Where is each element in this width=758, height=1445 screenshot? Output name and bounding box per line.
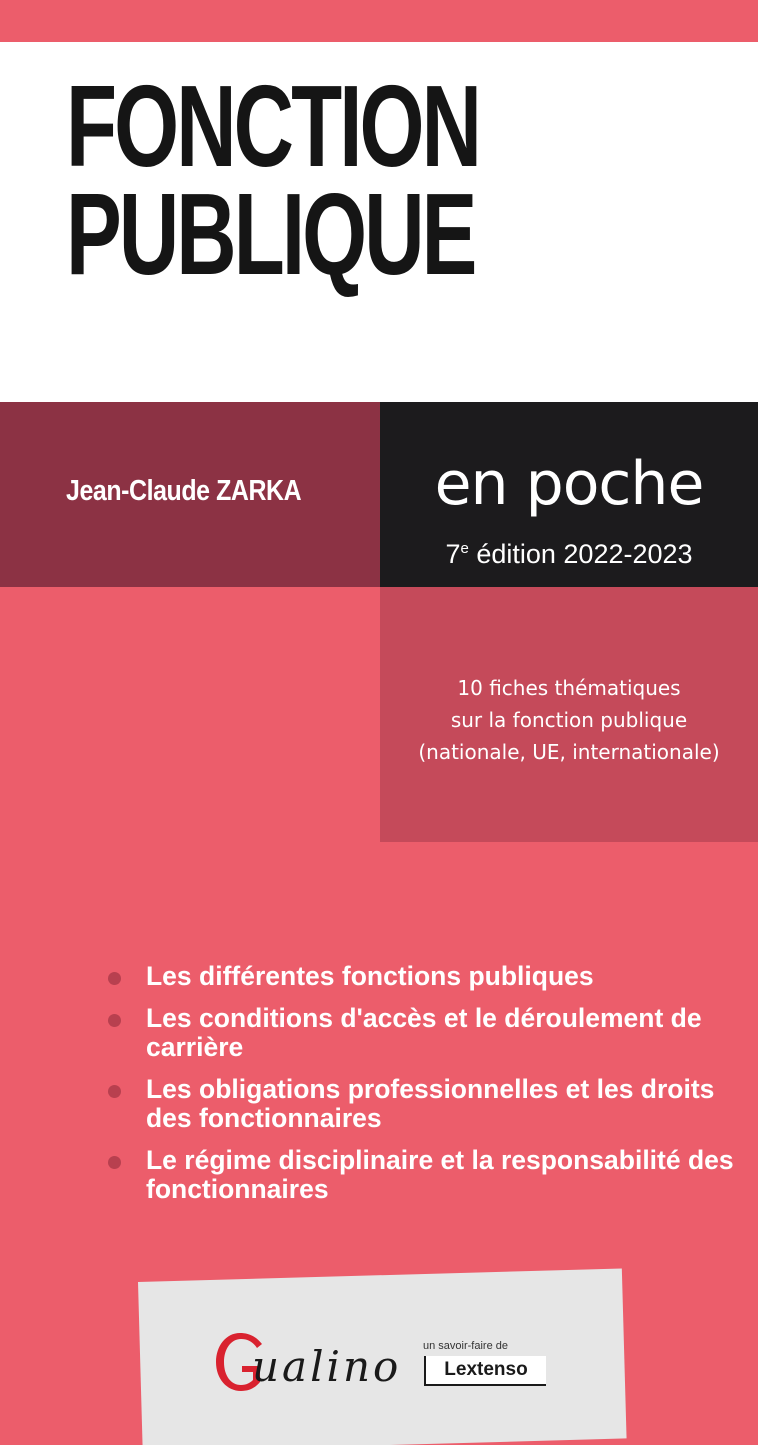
- top-band: [0, 0, 758, 42]
- fiches-panel: [380, 587, 758, 842]
- topic-item: [102, 1146, 752, 1204]
- bullet-dot-icon: [108, 972, 121, 985]
- topic-item: [102, 1004, 752, 1062]
- topic-text: Le régime disciplinaire et la responsabilité des fonctionnaires: [146, 1145, 734, 1204]
- bullet-dot-icon: [108, 1014, 121, 1027]
- topic-item: [102, 1075, 752, 1133]
- topics-list: [102, 962, 752, 1217]
- bullet-dot-icon: [108, 1156, 121, 1169]
- topic-text: Les conditions d'accès et le déroulement de carrière: [146, 1003, 702, 1062]
- lextenso-logo: Lextenso: [424, 1356, 546, 1386]
- book-title: [66, 61, 480, 299]
- bullet-dot-icon: [108, 1085, 121, 1098]
- fiches-line: 10 fiches thématiques: [457, 676, 681, 700]
- gualino-logo: [212, 1330, 422, 1400]
- topic-item: [102, 962, 752, 991]
- edition-number: 7: [445, 539, 461, 569]
- topic-text: Les obligations professionnelles et les droits des fonctionnaires: [146, 1074, 715, 1133]
- topic-text: Les différentes fonctions publiques: [146, 961, 594, 991]
- title-panel: [0, 42, 758, 402]
- fiches-line: sur la fonction publique: [450, 708, 688, 732]
- title-line-2: PUBLIQUE: [66, 169, 475, 299]
- edition-text: édition 2022-2023: [468, 539, 693, 569]
- publisher-tagline: un savoir-faire de: [423, 1340, 508, 1352]
- fiches-line: (nationale, UE, internationale): [418, 740, 720, 764]
- gualino-wordmark: ualino: [252, 1342, 402, 1391]
- author-name: Jean-Claude ZARKA: [66, 475, 302, 507]
- author-panel: [0, 402, 380, 587]
- fiches-description: [380, 672, 758, 768]
- title-line-1: FONCTION: [66, 61, 480, 191]
- series-name: en poche: [434, 449, 704, 519]
- edition-label: [380, 532, 758, 571]
- series-panel: [380, 402, 758, 587]
- edition-suffix: e: [460, 540, 469, 557]
